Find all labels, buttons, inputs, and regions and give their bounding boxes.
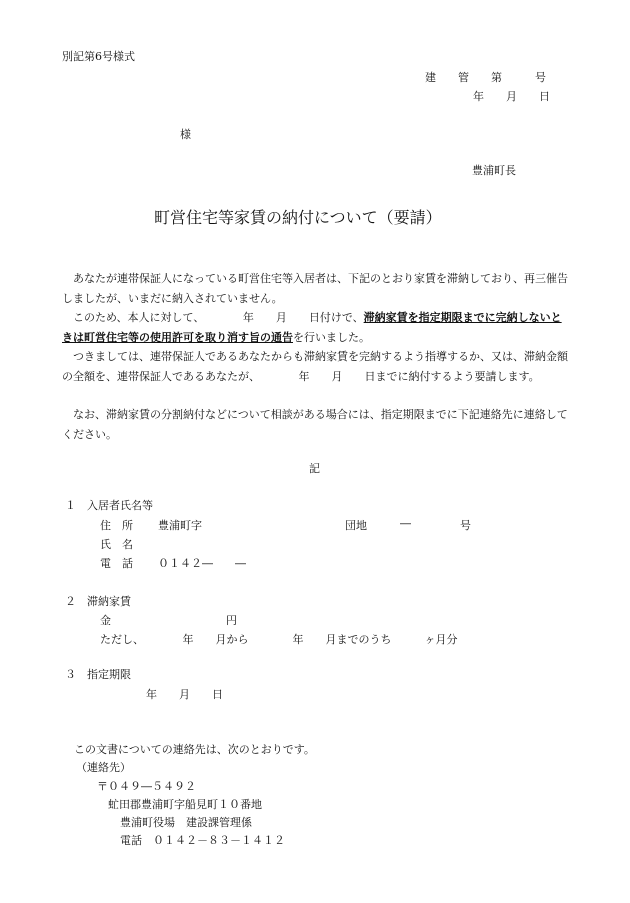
name-label: 氏 名 [100, 538, 133, 551]
contact-postal: 〒０４９―５４９２ [97, 780, 196, 793]
item2-heading: ２ 滞納家賃 [65, 595, 131, 608]
item1-heading: １ 入居者氏名等 [65, 499, 153, 512]
danchi-label: 団地 [345, 519, 367, 532]
paragraph-4: なお、滞納家賃の分割納付などについて相談がある場合には、指定期限までに下記連絡先に連絡してください。 [62, 408, 568, 441]
contact-intro: この文書についての連絡先は、次のとおりです。 [74, 743, 315, 756]
paragraph-1: あなたが連帯保証人になっている町営住宅等入居者は、下記のとおり家賃を滞納しており、再三催告しましたが、いまだに納入されていません。 [62, 272, 568, 305]
paragraph-2-text: このため、本人に対して、 年 月 日付けで、 [73, 311, 364, 324]
document-date: 年 月 日 [473, 90, 550, 103]
amount-label: 金 [100, 614, 111, 627]
gou-label: 号 [460, 519, 471, 532]
phone-value: ０１４２― ― [158, 557, 246, 570]
contact-phone: 電話 ０１４２－８３－１４１２ [120, 834, 285, 847]
document-number: 建 管 第 号 [425, 71, 546, 84]
period-note: ただし、 年 月から 年 月までのうち ヶ月分 [100, 633, 458, 646]
contact-office: 豊浦町役場 建設課管理係 [120, 816, 252, 829]
paragraph-3: つきましては、連帯保証人であるあなたからも滞納家賃を完納するよう指導するか、又は、滞納金額の全額を、連帯保証人であるあなたが、 年 月 日までに納付するよう要請します。 [62, 350, 568, 383]
document-title: 町営住宅等家賃の納付について（要請） [154, 208, 442, 227]
paragraph-2-emphasis: 滞納家賃を指定期限までに完納しないときは町営住宅等の使用許可を取り消す旨の通告 [62, 311, 562, 344]
deadline-date: 年 月 日 [146, 688, 223, 701]
address-label: 住 所 [100, 519, 133, 532]
phone-label: 電 話 [100, 557, 133, 570]
address-dash: ― [400, 517, 411, 530]
contact-address: 虻田郡豊浦町字船見町１０番地 [108, 798, 262, 811]
recipient-suffix: 様 [180, 128, 191, 141]
yen-label: 円 [226, 614, 237, 627]
paragraph-2 [62, 308, 570, 347]
paragraph-2-tail: を行いました。 [293, 330, 370, 344]
form-label: 別記第6号様式 [62, 50, 135, 63]
contact-label: （連絡先） [76, 761, 131, 774]
address-value: 豊浦町字 [158, 519, 202, 532]
sender-name: 豊浦町長 [472, 164, 516, 177]
item3-heading: ３ 指定期限 [65, 668, 131, 681]
ki-marker: 記 [309, 462, 320, 475]
